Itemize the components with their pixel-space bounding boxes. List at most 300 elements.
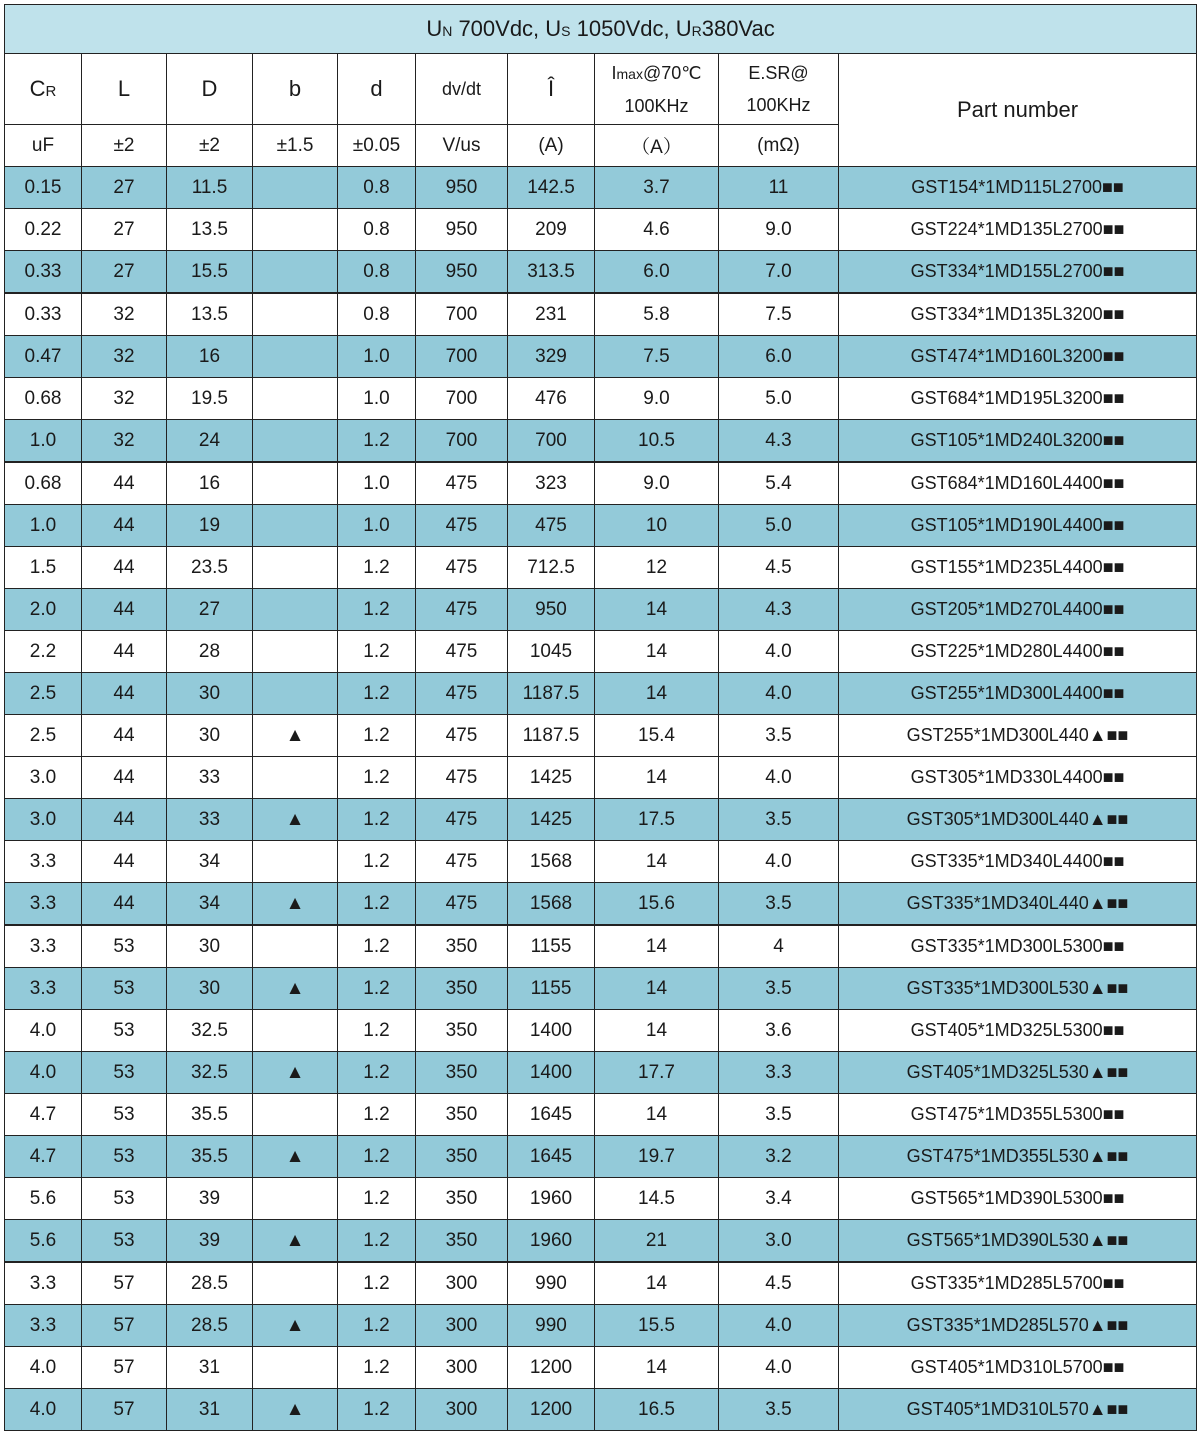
cell-d: 15.5: [167, 251, 253, 294]
cell-ipk: 1155: [508, 968, 595, 1010]
cell-imax: 14.5: [595, 1178, 719, 1220]
cell-imax: 14: [595, 1262, 719, 1305]
cell-dv: 300: [416, 1389, 508, 1431]
cell-d: 16: [167, 336, 253, 378]
cell-d: 24: [167, 420, 253, 463]
cell-esr: 3.5: [719, 715, 839, 757]
cell-pn: GST405*1MD325L5300■■: [839, 1010, 1197, 1052]
table-row: [5, 841, 1197, 883]
cell-l: 53: [82, 1094, 167, 1136]
cell-pn: GST684*1MD195L3200■■: [839, 378, 1197, 420]
cell-ipk: 1200: [508, 1347, 595, 1389]
cell-pn: GST475*1MD355L5300■■: [839, 1094, 1197, 1136]
cell-pn: GST405*1MD310L570▲■■: [839, 1389, 1197, 1431]
header-d-small: d: [338, 54, 416, 125]
cell-esr: 7.0: [719, 251, 839, 294]
cell-imax: 14: [595, 841, 719, 883]
cell-imax: 14: [595, 1347, 719, 1389]
cell-l: 57: [82, 1347, 167, 1389]
cell-cr: 4.0: [5, 1389, 82, 1431]
cell-esr: 5.4: [719, 462, 839, 505]
cell-imax: 7.5: [595, 336, 719, 378]
cell-d: 33: [167, 799, 253, 841]
cell-esr: 5.0: [719, 505, 839, 547]
cell-esr: 3.2: [719, 1136, 839, 1178]
cell-b: [253, 1094, 338, 1136]
cell-esr: 7.5: [719, 293, 839, 336]
cell-ipk: 329: [508, 336, 595, 378]
cell-ipk: 1400: [508, 1010, 595, 1052]
cell-b: [253, 336, 338, 378]
cell-esr: 4.5: [719, 547, 839, 589]
table-row: [5, 757, 1197, 799]
un-subscript: N: [442, 23, 453, 39]
cell-cr: 4.0: [5, 1010, 82, 1052]
cell-b: [253, 925, 338, 968]
un-symbol: U: [426, 16, 443, 41]
cell-cr: 3.3: [5, 883, 82, 926]
cell-b: [253, 209, 338, 251]
table-row: [5, 968, 1197, 1010]
table-row: [5, 547, 1197, 589]
cell-cr: 4.7: [5, 1136, 82, 1178]
cell-imax: 21: [595, 1220, 719, 1263]
cell-dv: 700: [416, 293, 508, 336]
cell-esr: 3.6: [719, 1010, 839, 1052]
cell-cr: 2.5: [5, 673, 82, 715]
table-row: [5, 1220, 1197, 1263]
header-d-big: D: [167, 54, 253, 125]
tol-d-small: ±0.05: [338, 125, 416, 167]
ur-subscript: R: [691, 23, 702, 39]
cell-esr: 3.5: [719, 1094, 839, 1136]
cell-b: ▲: [253, 799, 338, 841]
cell-pn: GST305*1MD330L4400■■: [839, 757, 1197, 799]
cell-dv: 300: [416, 1262, 508, 1305]
cell-cr: 1.0: [5, 505, 82, 547]
imax-symbol: I: [611, 62, 617, 83]
cell-imax: 15.4: [595, 715, 719, 757]
cell-ipk: 323: [508, 462, 595, 505]
cell-dv: 950: [416, 251, 508, 294]
esr-label: E.SR@: [748, 63, 809, 83]
cell-esr: 4.3: [719, 420, 839, 463]
table-row: [5, 378, 1197, 420]
imax-condition: @70℃: [642, 62, 702, 83]
cell-pn: GST684*1MD160L4400■■: [839, 462, 1197, 505]
cell-ipk: 1568: [508, 841, 595, 883]
cell-cr: 5.6: [5, 1220, 82, 1263]
cell-dv: 475: [416, 883, 508, 926]
cell-ds: 1.2: [338, 715, 416, 757]
cell-dv: 350: [416, 968, 508, 1010]
cell-dv: 300: [416, 1347, 508, 1389]
cell-cr: 0.33: [5, 251, 82, 294]
cell-dv: 475: [416, 841, 508, 883]
cell-pn: GST565*1MD390L5300■■: [839, 1178, 1197, 1220]
cell-ipk: 712.5: [508, 547, 595, 589]
cr-symbol: C: [29, 76, 46, 101]
cell-ds: 1.2: [338, 883, 416, 926]
cell-esr: 4.3: [719, 589, 839, 631]
cell-ds: 0.8: [338, 209, 416, 251]
table-row: [5, 631, 1197, 673]
cell-esr: 3.5: [719, 1389, 839, 1431]
unit-cr: uF: [5, 125, 82, 167]
cell-pn: GST475*1MD355L530▲■■: [839, 1136, 1197, 1178]
cell-ds: 1.2: [338, 547, 416, 589]
cell-l: 44: [82, 462, 167, 505]
cell-ipk: 1960: [508, 1220, 595, 1263]
cell-ipk: 313.5: [508, 251, 595, 294]
table-row: [5, 1136, 1197, 1178]
cell-dv: 700: [416, 420, 508, 463]
cell-ds: 1.2: [338, 925, 416, 968]
cell-dv: 700: [416, 378, 508, 420]
cell-d: 35.5: [167, 1136, 253, 1178]
cell-d: 19: [167, 505, 253, 547]
cell-b: ▲: [253, 1389, 338, 1431]
table-row: [5, 336, 1197, 378]
cell-esr: 4.0: [719, 1347, 839, 1389]
cell-b: [253, 505, 338, 547]
cell-d: 13.5: [167, 209, 253, 251]
cell-d: 23.5: [167, 547, 253, 589]
cell-dv: 475: [416, 589, 508, 631]
table-row: [5, 883, 1197, 926]
cell-l: 44: [82, 715, 167, 757]
cell-l: 44: [82, 799, 167, 841]
cell-ds: 1.2: [338, 799, 416, 841]
cell-ipk: 1568: [508, 883, 595, 926]
cell-ds: 1.2: [338, 420, 416, 463]
cell-cr: 3.3: [5, 968, 82, 1010]
cell-ipk: 1645: [508, 1094, 595, 1136]
cell-ds: 1.2: [338, 1136, 416, 1178]
cell-dv: 350: [416, 1010, 508, 1052]
cell-dv: 950: [416, 167, 508, 209]
cell-pn: GST335*1MD285L5700■■: [839, 1262, 1197, 1305]
cell-ipk: 700: [508, 420, 595, 463]
cell-imax: 17.5: [595, 799, 719, 841]
cell-dv: 475: [416, 631, 508, 673]
cell-ds: 1.2: [338, 1178, 416, 1220]
cell-imax: 19.7: [595, 1136, 719, 1178]
table-row: [5, 1010, 1197, 1052]
cell-b: [253, 420, 338, 463]
cell-cr: 2.2: [5, 631, 82, 673]
cell-ipk: 142.5: [508, 167, 595, 209]
capacitor-spec-table: [4, 4, 1197, 1431]
cell-cr: 3.3: [5, 1262, 82, 1305]
table-row: [5, 1389, 1197, 1431]
cell-pn: GST335*1MD340L440▲■■: [839, 883, 1197, 926]
table-body: [5, 167, 1197, 1431]
cell-ds: 1.0: [338, 378, 416, 420]
cell-imax: 15.6: [595, 883, 719, 926]
table-title: [5, 5, 1197, 54]
cell-b: [253, 378, 338, 420]
cell-ds: 1.0: [338, 462, 416, 505]
cell-pn: GST335*1MD300L530▲■■: [839, 968, 1197, 1010]
cell-l: 44: [82, 673, 167, 715]
cell-pn: GST224*1MD135L2700■■: [839, 209, 1197, 251]
header-ipk: Î: [508, 54, 595, 125]
cell-l: 53: [82, 968, 167, 1010]
cell-pn: GST155*1MD235L4400■■: [839, 547, 1197, 589]
cell-l: 32: [82, 378, 167, 420]
cell-b: [253, 1262, 338, 1305]
tol-d-big: ±2: [167, 125, 253, 167]
cell-b: [253, 293, 338, 336]
cell-l: 44: [82, 505, 167, 547]
cell-ipk: 1400: [508, 1052, 595, 1094]
cell-esr: 3.5: [719, 799, 839, 841]
cell-b: [253, 547, 338, 589]
cell-imax: 6.0: [595, 251, 719, 294]
cell-b: [253, 673, 338, 715]
cell-ipk: 1045: [508, 631, 595, 673]
unit-esr: (mΩ): [719, 125, 839, 167]
cell-d: 31: [167, 1347, 253, 1389]
table-row: [5, 1262, 1197, 1305]
title-row: [5, 5, 1197, 54]
cell-ds: 0.8: [338, 293, 416, 336]
cell-pn: GST335*1MD340L4400■■: [839, 841, 1197, 883]
cell-imax: 4.6: [595, 209, 719, 251]
cell-l: 32: [82, 336, 167, 378]
cell-ipk: 1425: [508, 799, 595, 841]
cell-esr: 4.5: [719, 1262, 839, 1305]
header-dvdt: dv/dt: [416, 54, 508, 125]
cell-l: 44: [82, 757, 167, 799]
cell-l: 53: [82, 1052, 167, 1094]
cell-cr: 4.0: [5, 1347, 82, 1389]
cell-b: ▲: [253, 968, 338, 1010]
cell-ipk: 1645: [508, 1136, 595, 1178]
cell-ds: 1.2: [338, 589, 416, 631]
cell-dv: 475: [416, 547, 508, 589]
header-row-names: [5, 54, 1197, 125]
cell-b: [253, 251, 338, 294]
cell-l: 53: [82, 1220, 167, 1263]
cell-d: 27: [167, 589, 253, 631]
us-value: 1050Vdc,: [570, 16, 676, 41]
cell-l: 27: [82, 251, 167, 294]
cell-b: [253, 631, 338, 673]
cell-d: 16: [167, 462, 253, 505]
cell-d: 33: [167, 757, 253, 799]
cell-d: 13.5: [167, 293, 253, 336]
cell-dv: 350: [416, 925, 508, 968]
cell-ds: 0.8: [338, 167, 416, 209]
cell-ipk: 990: [508, 1262, 595, 1305]
cell-l: 44: [82, 547, 167, 589]
cell-cr: 2.0: [5, 589, 82, 631]
cell-dv: 350: [416, 1136, 508, 1178]
imax-subscript: max: [616, 65, 643, 82]
cell-pn: GST255*1MD300L4400■■: [839, 673, 1197, 715]
cell-pn: GST335*1MD285L570▲■■: [839, 1305, 1197, 1347]
cell-l: 57: [82, 1262, 167, 1305]
cell-d: 31: [167, 1389, 253, 1431]
cell-imax: 12: [595, 547, 719, 589]
table-row: [5, 799, 1197, 841]
cell-ds: 1.2: [338, 1052, 416, 1094]
table-row: [5, 673, 1197, 715]
cell-ds: 1.2: [338, 1389, 416, 1431]
cell-cr: 0.33: [5, 293, 82, 336]
cell-d: 34: [167, 883, 253, 926]
cell-cr: 0.15: [5, 167, 82, 209]
cell-imax: 14: [595, 1010, 719, 1052]
cell-ipk: 475: [508, 505, 595, 547]
cell-ds: 1.2: [338, 841, 416, 883]
cell-l: 53: [82, 1178, 167, 1220]
header-esr: [719, 54, 839, 125]
cell-ipk: 950: [508, 589, 595, 631]
cell-imax: 14: [595, 673, 719, 715]
cell-b: [253, 757, 338, 799]
cell-pn: GST154*1MD115L2700■■: [839, 167, 1197, 209]
ur-symbol: U: [675, 16, 692, 41]
us-symbol: U: [545, 16, 562, 41]
esr-frequency: 100KHz: [746, 95, 811, 115]
cell-imax: 5.8: [595, 293, 719, 336]
cell-l: 44: [82, 589, 167, 631]
cell-pn: GST335*1MD300L5300■■: [839, 925, 1197, 968]
table-row: [5, 251, 1197, 294]
table-row: [5, 1347, 1197, 1389]
cell-d: 32.5: [167, 1052, 253, 1094]
cell-b: [253, 167, 338, 209]
cell-b: [253, 589, 338, 631]
cell-dv: 475: [416, 715, 508, 757]
cell-ds: 1.2: [338, 631, 416, 673]
cell-l: 57: [82, 1389, 167, 1431]
tol-b: ±1.5: [253, 125, 338, 167]
cell-esr: 3.5: [719, 883, 839, 926]
cell-imax: 9.0: [595, 462, 719, 505]
cell-esr: 3.3: [719, 1052, 839, 1094]
table-row: [5, 293, 1197, 336]
cell-d: 39: [167, 1220, 253, 1263]
cell-cr: 4.0: [5, 1052, 82, 1094]
cell-cr: 3.0: [5, 757, 82, 799]
header-l: L: [82, 54, 167, 125]
table-row: [5, 209, 1197, 251]
cell-b: [253, 841, 338, 883]
cell-imax: 17.7: [595, 1052, 719, 1094]
unit-ipk: (A): [508, 125, 595, 167]
imax-frequency: 100KHz: [624, 95, 689, 116]
cell-imax: 16.5: [595, 1389, 719, 1431]
cell-cr: 0.68: [5, 462, 82, 505]
cell-ds: 1.2: [338, 1347, 416, 1389]
cell-pn: GST405*1MD325L530▲■■: [839, 1052, 1197, 1094]
cell-ds: 1.2: [338, 968, 416, 1010]
cell-ipk: 1200: [508, 1389, 595, 1431]
cell-ipk: 231: [508, 293, 595, 336]
cell-ds: 1.0: [338, 336, 416, 378]
cell-cr: 1.0: [5, 420, 82, 463]
cell-dv: 475: [416, 757, 508, 799]
table-row: [5, 1094, 1197, 1136]
cell-b: [253, 1010, 338, 1052]
cell-cr: 3.3: [5, 1305, 82, 1347]
cell-b: [253, 1347, 338, 1389]
cell-imax: 14: [595, 757, 719, 799]
us-subscript: S: [561, 23, 571, 39]
cell-pn: GST255*1MD300L440▲■■: [839, 715, 1197, 757]
cell-esr: 6.0: [719, 336, 839, 378]
cell-l: 27: [82, 209, 167, 251]
cell-ipk: 1187.5: [508, 673, 595, 715]
cell-d: 28.5: [167, 1262, 253, 1305]
cell-ds: 1.2: [338, 1094, 416, 1136]
cell-pn: GST225*1MD280L4400■■: [839, 631, 1197, 673]
cell-ipk: 1155: [508, 925, 595, 968]
cell-imax: 14: [595, 968, 719, 1010]
cell-cr: 3.3: [5, 925, 82, 968]
cell-imax: 10.5: [595, 420, 719, 463]
cell-pn: GST334*1MD155L2700■■: [839, 251, 1197, 294]
cell-ipk: 990: [508, 1305, 595, 1347]
cell-d: 30: [167, 925, 253, 968]
cell-cr: 0.68: [5, 378, 82, 420]
spec-sheet: [4, 4, 1196, 1431]
cell-pn: GST305*1MD300L440▲■■: [839, 799, 1197, 841]
cell-esr: 11: [719, 167, 839, 209]
cell-cr: 0.22: [5, 209, 82, 251]
cell-d: 30: [167, 673, 253, 715]
cell-dv: 700: [416, 336, 508, 378]
table-row: [5, 1178, 1197, 1220]
cell-b: ▲: [253, 1052, 338, 1094]
cell-cr: 3.0: [5, 799, 82, 841]
cell-l: 44: [82, 841, 167, 883]
ur-value: 380Vac: [701, 16, 775, 41]
cell-imax: 15.5: [595, 1305, 719, 1347]
cell-esr: 3.5: [719, 968, 839, 1010]
cell-cr: 2.5: [5, 715, 82, 757]
header-cr: [5, 54, 82, 125]
table-row: [5, 1052, 1197, 1094]
cell-d: 30: [167, 715, 253, 757]
cell-dv: 350: [416, 1094, 508, 1136]
cell-dv: 950: [416, 209, 508, 251]
cell-b: ▲: [253, 1305, 338, 1347]
cell-ds: 1.0: [338, 505, 416, 547]
table-row: [5, 462, 1197, 505]
cell-esr: 3.0: [719, 1220, 839, 1263]
cell-dv: 475: [416, 673, 508, 715]
header-part-number: Part number: [839, 54, 1197, 167]
cell-imax: 10: [595, 505, 719, 547]
cell-l: 32: [82, 293, 167, 336]
unit-dvdt: V/us: [416, 125, 508, 167]
cell-ds: 1.2: [338, 1010, 416, 1052]
cell-d: 39: [167, 1178, 253, 1220]
cell-ds: 0.8: [338, 251, 416, 294]
cell-ds: 1.2: [338, 1305, 416, 1347]
cell-dv: 350: [416, 1052, 508, 1094]
cell-esr: 5.0: [719, 378, 839, 420]
cell-imax: 9.0: [595, 378, 719, 420]
cell-esr: 4.0: [719, 841, 839, 883]
table-row: [5, 505, 1197, 547]
cell-imax: 14: [595, 925, 719, 968]
